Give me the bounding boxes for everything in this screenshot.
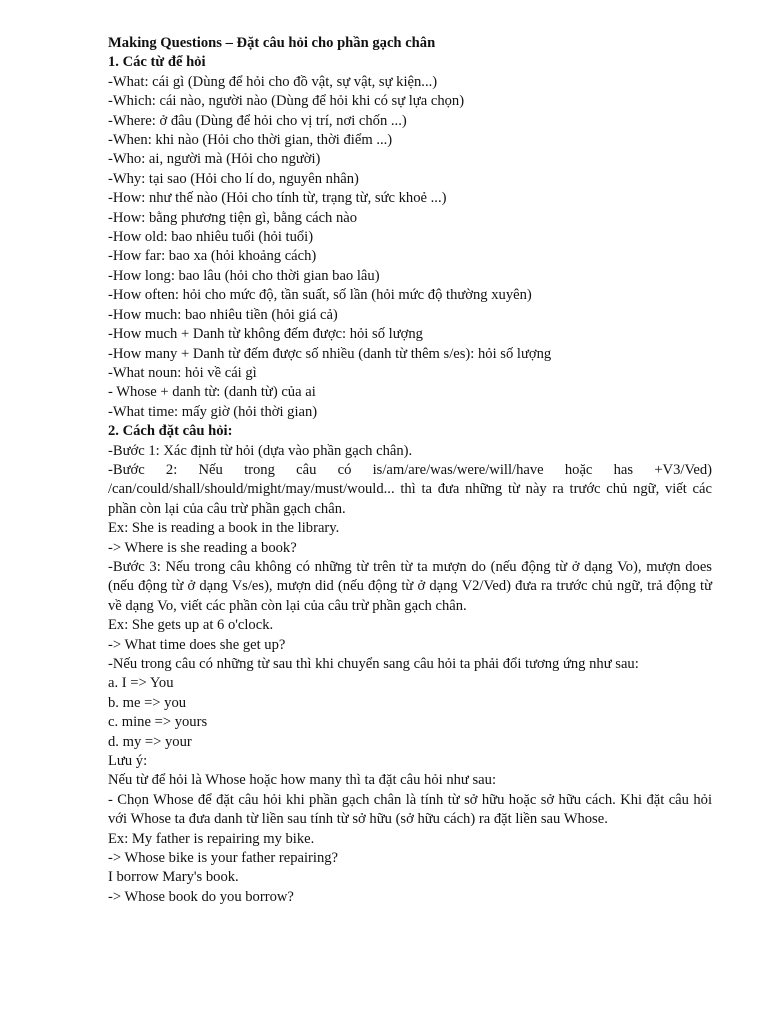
step-3: -Bước 3: Nếu trong câu không có những từ trên từ ta mượn do (nếu động từ ở dạng Vo), mượn does (nếu động từ ở dạng Vs/es), mượn did (nếu động từ ở dạng V2/Ved) đưa ra trước chủ ngữ, trả động từ về dạng Vo, viết các phần còn lại của câu trừ phần gạch chân. xyxy=(108,558,712,614)
conversion-a: a. I => You xyxy=(108,675,174,692)
question-word-how-much-uncountable: -How much + Danh từ không đếm được: hỏi số lượng xyxy=(108,326,423,343)
question-word-how-often: -How often: hỏi cho mức độ, tần suất, số lần (hỏi mức độ thường xuyên) xyxy=(108,287,532,304)
question-word-which: -Which: cái nào, người nào (Dùng để hỏi khi có sự lựa chọn) xyxy=(108,93,465,110)
question-word-why: -Why: tại sao (Hỏi cho lí do, nguyên nhân) xyxy=(108,170,359,187)
question-word-whose: - Whose + danh từ: (danh từ) của ai xyxy=(108,384,316,401)
step-2: -Bước 2: Nếu trong câu có is/am/are/was/were/will/have hoặc has +V3/Ved) /can/could/shall/should/might/may/must/would... thì ta đưa những từ này ra trước chủ ngữ, viết các phần còn lại của câu trừ phần gạch chân. xyxy=(108,461,712,517)
example-4: I borrow Mary's book. xyxy=(108,869,239,886)
question-word-what-time: -What time: mấy giờ (hỏi thời gian) xyxy=(108,403,318,420)
example-3: Ex: My father is repairing my bike. xyxy=(108,830,315,847)
conversion-b: b. me => you xyxy=(108,694,187,711)
answer-2: -> What time does she get up? xyxy=(108,636,286,653)
step-1: -Bước 1: Xác định từ hỏi (dựa vào phần gạch chân). xyxy=(108,442,413,459)
question-word-how: -How: như thế nào (Hỏi cho tính từ, trạng từ, sức khoẻ ...) xyxy=(108,190,447,207)
question-word-who: -Who: ai, người mà (Hỏi cho người) xyxy=(108,151,321,168)
question-word-how-far: -How far: bao xa (hỏi khoảng cách) xyxy=(108,248,317,265)
whose-intro: Nếu từ để hỏi là Whose hoặc how many thì ta đặt câu hỏi như sau: xyxy=(108,772,497,789)
answer-4: -> Whose book do you borrow? xyxy=(108,888,294,905)
question-word-how-much-price: -How much: bao nhiêu tiền (hỏi giá cả) xyxy=(108,306,338,323)
question-word-what: -What: cái gì (Dùng để hỏi cho đồ vật, sự vật, sự kiện...) xyxy=(108,73,438,90)
example-2: Ex: She gets up at 6 o'clock. xyxy=(108,617,274,634)
example-1: Ex: She is reading a book in the library. xyxy=(108,520,340,537)
question-word-how-long: -How long: bao lâu (hỏi cho thời gian bao lâu) xyxy=(108,267,380,284)
luu-y-label: Lưu ý: xyxy=(108,753,148,770)
question-word-when: -When: khi nào (Hỏi cho thời gian, thời điểm ...) xyxy=(108,132,393,149)
document-title: Making Questions – Đặt câu hỏi cho phần gạch chân xyxy=(108,35,436,51)
question-word-how-many: -How many + Danh từ đếm được số nhiều (danh từ thêm s/es): hỏi số lượng xyxy=(108,345,552,362)
question-word-how-means: -How: bằng phương tiện gì, bằng cách nào xyxy=(108,209,358,226)
answer-1: -> Where is she reading a book? xyxy=(108,539,297,556)
question-word-what-noun: -What noun: hỏi về cái gì xyxy=(108,364,257,381)
pronoun-change-note: -Nếu trong câu có những từ sau thì khi chuyển sang câu hỏi ta phải đổi tương ứng như sau: xyxy=(108,656,639,672)
conversion-d: d. my => your xyxy=(108,733,192,750)
question-word-how-old: -How old: bao nhiêu tuổi (hỏi tuổi) xyxy=(108,229,314,246)
answer-3: -> Whose bike is your father repairing? xyxy=(108,850,339,867)
section-2-heading: 2. Cách đặt câu hỏi: xyxy=(108,423,233,440)
question-word-where: -Where: ở đâu (Dùng để hỏi cho vị trí, nơi chốn ...) xyxy=(108,112,407,129)
conversion-c: c. mine => yours xyxy=(108,714,208,731)
section-1-heading: 1. Các từ để hỏi xyxy=(108,54,206,71)
whose-rule: - Chọn Whose để đặt câu hỏi khi phần gạch chân là tính từ sở hữu hoặc sở hữu cách. Khi đặt câu hỏi với Whose ta đưa danh từ liền sau tính từ sở hữu (sở hữu cách) ra đặt liền sau Whose. xyxy=(108,791,712,828)
